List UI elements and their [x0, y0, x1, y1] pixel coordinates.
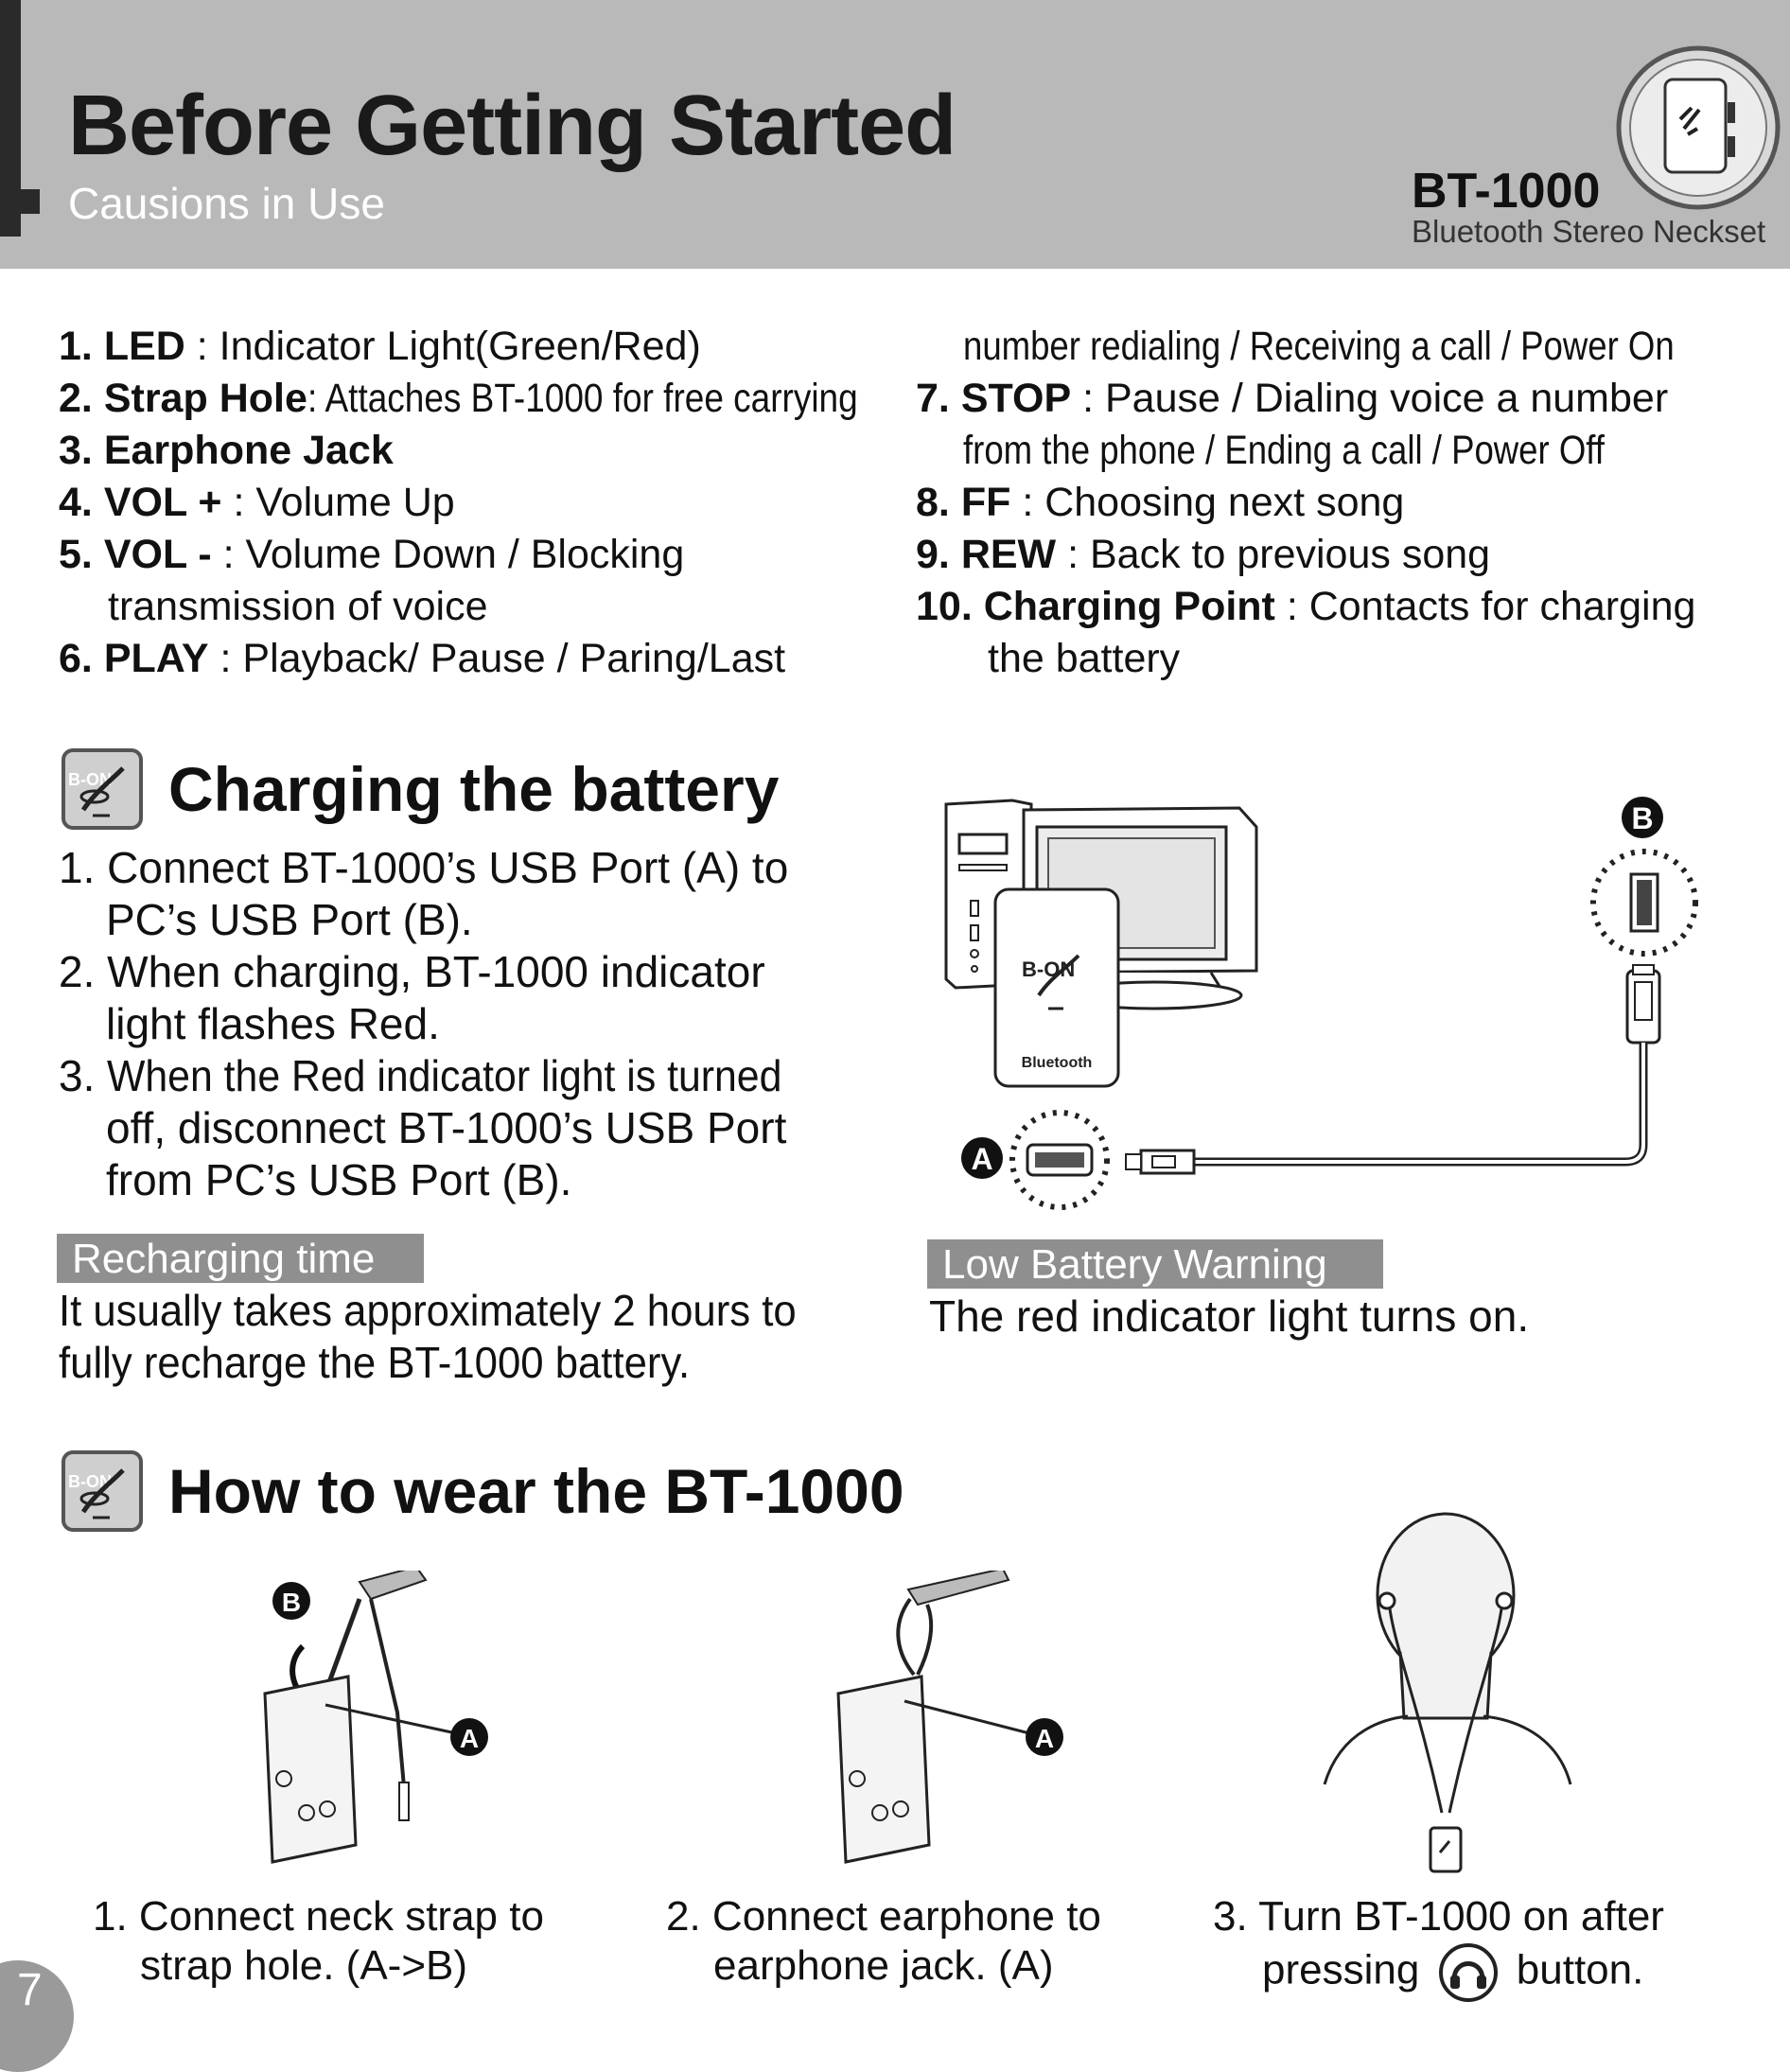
- wear-step-1-caption: 1. Connect neck strap to: [93, 1893, 544, 1940]
- spec-item-stop-cont: from the phone / Ending a call / Power Off: [963, 428, 1605, 473]
- spec-item-charging-point-cont: the battery: [988, 636, 1181, 681]
- spec-item-charging-point: 10. Charging Point : Contacts for charging: [916, 584, 1696, 629]
- recharging-time-text: It usually takes approximately 2 hours to: [59, 1286, 797, 1335]
- wear-step-2-illustration: [823, 1571, 1079, 1873]
- spec-item-vol-down: 5. VOL - : Volume Down / Blocking: [59, 532, 685, 577]
- wear-step-2-caption-cont: earphone jack. (A): [713, 1942, 1054, 1989]
- charging-step-3: 3. When the Red indicator light is turned: [59, 1051, 782, 1100]
- model-name: BT-1000: [1412, 164, 1601, 219]
- marker-b: B: [281, 1588, 302, 1617]
- spec-item-led: 1. LED : Indicator Light(Green/Red): [59, 324, 701, 369]
- low-battery-text: The red indicator light turns on.: [929, 1291, 1530, 1341]
- marker-a: A: [459, 1724, 480, 1753]
- device-logo-text: B-ON: [1022, 957, 1076, 981]
- spec-item-strap-hole: 2. Strap Hole: Attaches BT-1000 for free carrying: [59, 376, 858, 421]
- charging-step-3-cont: from PC’s USB Port (B).: [106, 1155, 572, 1204]
- header-accent-tab: [0, 189, 40, 214]
- device-badge-icon: [1614, 44, 1782, 212]
- marker-a: A: [1034, 1724, 1055, 1753]
- wear-step-2-caption: 2. Connect earphone to: [666, 1893, 1101, 1940]
- charging-section-title: Charging the battery: [168, 754, 780, 824]
- spec-item-vol-up: 4. VOL + : Volume Up: [59, 480, 455, 525]
- page-subtitle: Causions in Use: [68, 179, 385, 228]
- headphone-icon: [1437, 1941, 1500, 2004]
- recharging-time-text: fully recharge the BT-1000 battery.: [59, 1338, 691, 1387]
- spec-item-stop: 7. STOP : Pause / Dialing voice a number: [916, 376, 1669, 421]
- wear-section-title: How to wear the BT-1000: [168, 1456, 904, 1526]
- spec-item-vol-down-cont: transmission of voice: [108, 584, 488, 629]
- svg-text:B-ON: B-ON: [68, 1472, 112, 1491]
- spec-item-play: 6. PLAY : Playback/ Pause / Paring/Last: [59, 636, 786, 681]
- wear-step-1-illustration: [246, 1571, 511, 1873]
- wear-step-3-illustration: [1313, 1510, 1588, 1888]
- charging-step-2: 2. When charging, BT-1000 indicator: [59, 947, 765, 996]
- charging-step-1: 1. Connect BT-1000’s USB Port (A) to: [59, 843, 789, 892]
- spec-item-play-cont: number redialing / Receiving a call / Power On: [963, 324, 1675, 369]
- wear-step-3-caption-cont: pressing button.: [1262, 1941, 1643, 2004]
- charging-diagram: [937, 785, 1722, 1220]
- b-on-logo-icon: [61, 747, 144, 831]
- model-description: Bluetooth Stereo Neckset: [1412, 214, 1766, 249]
- wear-step-3-caption: 3. Turn BT-1000 on after: [1213, 1893, 1664, 1940]
- device-label: Bluetooth: [1021, 1055, 1093, 1071]
- charging-step-1-cont: PC’s USB Port (B).: [106, 895, 473, 944]
- spec-item-ff: 8. FF : Choosing next song: [916, 480, 1405, 525]
- low-battery-label: Low Battery Warning: [927, 1239, 1383, 1289]
- page-title: Before Getting Started: [68, 79, 956, 173]
- marker-b: B: [1631, 801, 1654, 835]
- page-number: 7: [17, 1965, 43, 2015]
- marker-a: A: [971, 1142, 993, 1176]
- b-on-logo-icon: [61, 1449, 144, 1533]
- charging-step-2-cont: light flashes Red.: [106, 999, 440, 1048]
- charging-step-3-cont: off, disconnect BT-1000’s USB Port: [106, 1103, 787, 1152]
- bt-1000-device-icon: [995, 889, 1118, 1086]
- spec-item-earphone-jack: 3. Earphone Jack: [59, 428, 394, 473]
- spec-item-rew: 9. REW : Back to previous song: [916, 532, 1491, 577]
- svg-text:B-ON: B-ON: [68, 770, 112, 789]
- header-accent-tab: [0, 216, 21, 237]
- wear-step-1-caption-cont: strap hole. (A->B): [140, 1942, 468, 1989]
- recharging-time-label: Recharging time: [57, 1234, 424, 1283]
